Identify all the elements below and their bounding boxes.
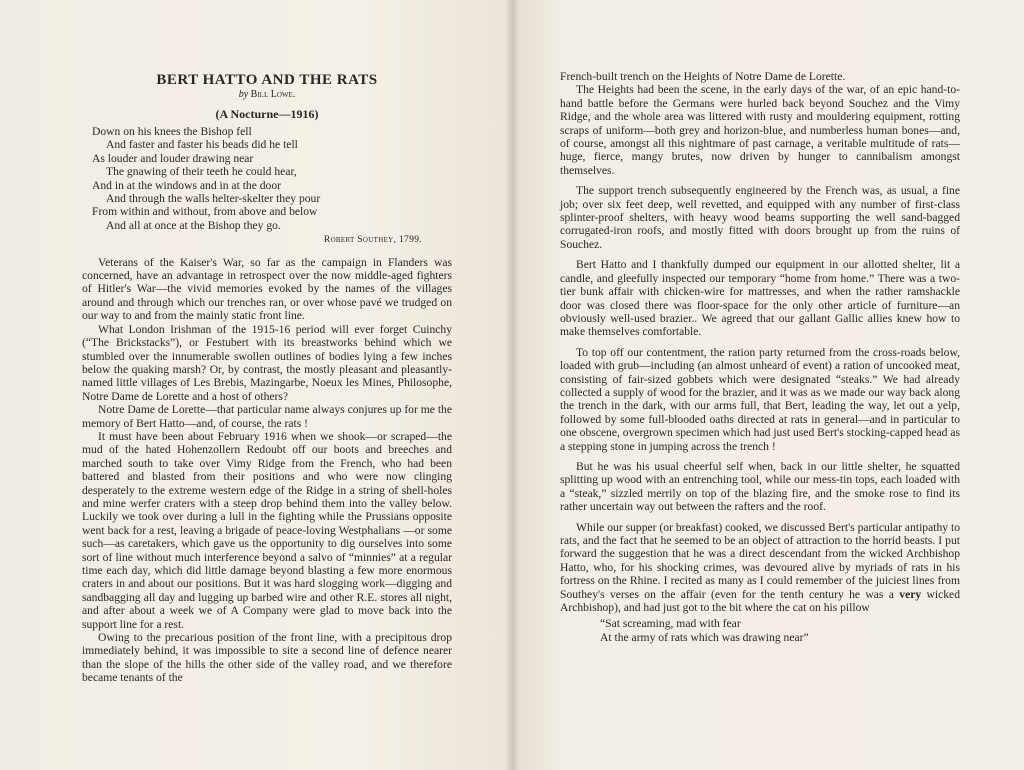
paragraph: To top off our contentment, the ration party returned from the cross-roads below, loaded with grub—including (an almost unheard of event) a ration of uncooked meat, consisting of fair-sized gobbets which were designated “steaks.” We had already collected a supply of wood for the brazier, and it was as we made our way back along the trench in the dark, with our arms full, that Bert, leading the way, let out a yelp, followed by some full-blooded oaths directed at rats in general—and in particular to one obscene, overgrown specimen which had just used Bert's stocking-capped head as a stepping stone in jumping across the trench ! [560,345,960,453]
byline [82,89,452,101]
article-title: BERT HATTO AND THE RATS [156,72,378,88]
emphasis-word: very [899,587,922,601]
paragraph-continuation: French-built trench on the Heights of Notre Dame de Lorette. [560,70,846,83]
paragraph: It must have been about February 1916 when we shook—or scraped—the mud of the hated Hohenzollern Redoubt off our boots and breeches and marched south to take over Vimy Ridge from the French, who had been battered and blasted from their positions and who were now clinging desperately to the extreme western edge of the Ridge in a string of shell-holes and mine werfer craters with a steep drop behind them into the valley below. Luckily we took over during a lull in the fighting while the Prussians opposite went back for a rest, leaving a brigade of peace-loving Westphalians —or some such—as caretakers, which gave us the opportunity to dig ourselves into some sort of line without much interference beyond a salvo of “minnies” at a regular time each day, which did little damage beyond blasting a few more enormous craters in and about our positions. But it was hard slogging work—digging and sandbagging all day and lugging up barbed wire and other R.E. stores all night, and after about a week we of A Company were glad to move back into the support line for a rest. [82,429,452,631]
left-column [82,72,452,685]
paragraph: The support trench subsequently engineered by the French was, as usual, a fine job; over six feet deep, well revetted, and equipped with any number of first-class splinter-proof shelters, with heavy wood beams supporting the well sand-bagged corrugated-iron roofs, and mostly fitted with doors brought up from the ruins of Souchez. [560,184,960,251]
paragraph-text: While our supper (or breakfast) cooked, we discussed Bert's particular antipathy to rats, and the fact that he seemed to be an object of attraction to the horrid beasts. I put forward the suggestion that he was a direct descendant from the wicked Archbishop Hatto, who, for his shocking crimes, was devoured alive by myriads of rats in his fortress on the Rhine. I recited as many as I could remember of the juiciest lines from Southey's verses on the affair (even for the tenth century he was a [560,520,960,601]
byline-author: Bill Lowe. [250,89,296,100]
poem-line: And faster and faster his beads did he tell [106,138,298,152]
paragraph [560,521,960,615]
quote-line: At the army of rats which was drawing near” [600,630,809,644]
poem-attribution: Robert Southey, 1799. [323,234,422,246]
paragraph: Notre Dame de Lorette—that particular name always conjures up for me the memory of Bert Hatto—and, of course, the rats ! [82,403,452,430]
article-subtitle: (A Nocturne—1916) [215,107,319,121]
paragraph: Bert Hatto and I thankfully dumped our equipment in our allotted shelter, lit a candle, and gleefully inspected our temporary “home from home.” There was a two-tier bunk affair with chicken-wire for mattresses, and when the rather ramshackle door was closed there was floor-space for the only other article of furniture—an obviously well-used brazier.. We agreed that our gallant Gallic allies knew how to make themselves comfortable. [560,258,960,339]
poem-line: From within and without, from above and below [92,205,318,219]
epigraph-poem [92,125,422,247]
poem-line: And through the walls helter-skelter they pour [106,192,321,206]
poem-line: And all at once at the Bishop they go. [106,218,281,232]
paragraph: Veterans of the Kaiser's War, so far as the campaign in Flanders was concerned, have an advantage in retrospect over the now middle-aged fighters of Hitler's War—the vivid memories evoked by the names of the villages around and through which our trenches ran, or over whose pavé we trudged on our way to and from the mainly static front line. [82,255,452,323]
paragraph: Owing to the precarious position of the front line, with a precipitous drop immediately behind, it was impossible to site a second line of defence nearer than the slope of the hills the other side of the valley road, and we therefore became tenants of the [82,631,452,685]
paragraph: The Heights had been the scene, in the early days of the war, of an epic hand-to-hand battle before the Germans were hurled back beyond Souchez and the Vimy Ridge, and the whole area was littered with rusty and mouldering equipment, rotting scraps of uniform—both grey and horizon-blue, and numberless human bones—and, of course, amongst all this nightmare of past carnage, a veritable multitude of rats—huge, fierce, mangy brutes, now driven by hunger to cannibalism amongst themselves. [560,83,960,177]
byline-prefix: by [238,89,249,100]
right-column [560,70,960,644]
poem-line: And in at the windows and in at the door [92,178,282,192]
right-page [512,0,1024,770]
paragraph-text: wicked Archbishop), and had just got to the bit where the cat on his pillow [560,587,960,615]
poem-line: As louder and louder drawing near [92,151,254,165]
verse-quote [600,617,960,644]
book-gutter [505,0,519,770]
paragraph: But he was his usual cheerful self when, back in our little shelter, he squatted splitting up wood with an entrenching tool, while our mess-tin tops, each loaded with a “steak,” sizzled merrily on top of the blazing fire, and the smoke rose to find its rather uncertain way out between the rafters and the roof. [560,459,960,514]
poem-line: The gnawing of their teeth he could hear, [106,165,297,179]
poem-line: Down on his knees the Bishop fell [92,125,252,138]
quote-line: “Sat screaming, mad with fear [600,617,741,631]
paragraph: What London Irishman of the 1915-16 period will ever forget Cuinchy (“The Brickstacks”), or Festubert with its breastworks behind which we stumbled over the innumerable swollen outlines of bodies lying a few inches below the quaking marsh? Or, by contrast, the mostly pleasant and pleasantly-named little villages of Les Brebis, Mazingarbe, Noeux les Mines, Philosophe, Notre Dame de Lorette and a host of others? [82,322,452,403]
